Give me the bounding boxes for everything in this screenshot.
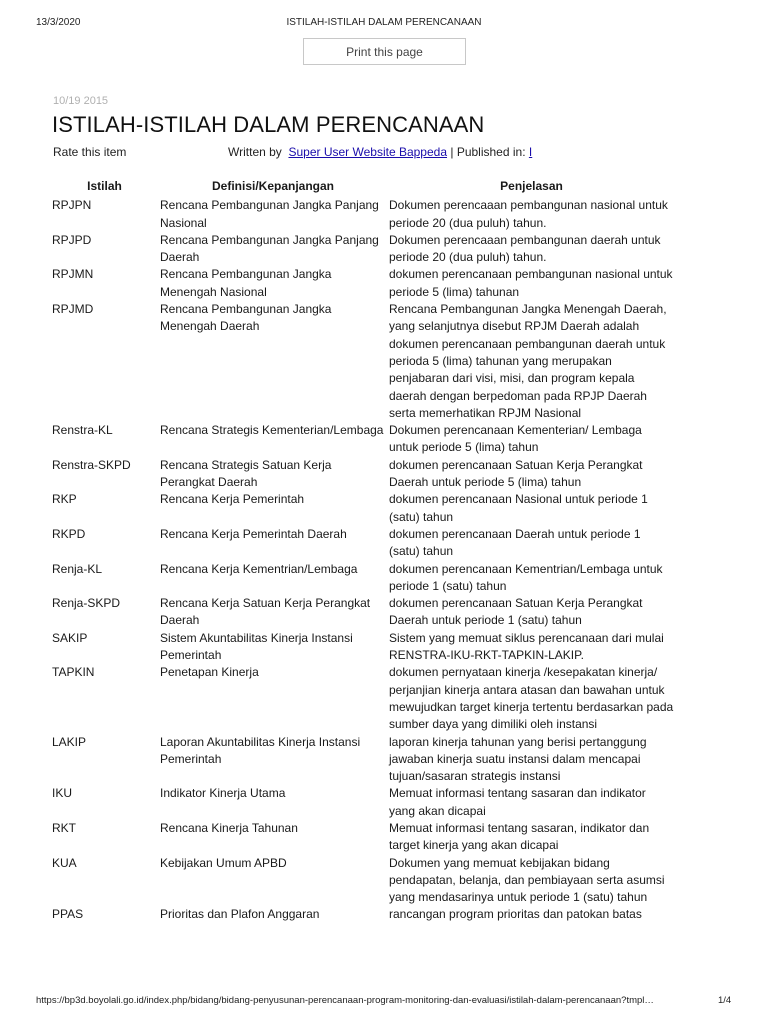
header-definisi: Definisi/Kepanjangan [211,179,335,193]
meta-separator: | [450,145,454,159]
cell-penjelasan: Rencana Pembangunan Jangka Menengah Daerah, yang selanjutnya disebut RPJM Daerah adalah dokumen perencanaan pembangunan daerah untuk perioda 5 (lima) tahunan yang merupakan penjabaran dari visi, misi, dan program kepala daerah dengan berpedoman pada RPJP Daerah serta memerhatikan RPJM Nasional [389,302,667,420]
cell-penjelasan: Dokumen perencaaan pembangunan nasional untuk periode 20 (dua puluh) tahun. [389,198,668,230]
cell-definisi: Kebijakan Umum APBD [160,855,287,870]
cell-istilah: LAKIP [52,734,87,749]
print-header-date: 13/3/2020 [36,17,81,28]
cell-definisi: Rencana Pembangunan Jangka Menengah Nasional [160,267,332,299]
cell-penjelasan: dokumen perencanaan pembangunan nasional untuk periode 5 (lima) tahunan [389,267,673,299]
table-row [49,734,674,786]
cell-definisi: Prioritas dan Plafon Anggaran [160,907,320,922]
header-istilah: Istilah [87,179,122,193]
rate-item-label: Rate this item [53,145,127,159]
cell-penjelasan: dokumen perencanaan Kementrian/Lembaga untuk periode 1 (satu) tahun [389,561,663,593]
cell-penjelasan: dokumen perencanaan Satuan Kerja Perangkat Daerah untuk periode 1 (satu) tahun [389,596,643,628]
cell-definisi: Penetapan Kinerja [160,665,259,680]
table-row [49,457,674,492]
table-body [49,197,674,923]
cell-penjelasan: laporan kinerja tahunan yang berisi pertanggung jawaban kinerja suatu instansi dalam mencapai tujuan/sasaran strategis instansi [389,734,647,784]
cell-istilah: SAKIP [52,630,88,645]
table-row [49,491,674,526]
cell-definisi: Laporan Akuntabilitas Kinerja Instansi Pemerintah [160,734,361,766]
cell-definisi: Sistem Akuntabilitas Kinerja Instansi Pemerintah [160,630,353,663]
table-row [49,595,674,630]
cell-penjelasan: Dokumen perencaaan pembangunan daerah untuk periode 20 (dua puluh) tahun. [389,232,661,265]
cell-penjelasan: Memuat informasi tentang sasaran dan indikator yang akan dicapai [389,786,646,818]
table-row [49,630,674,665]
cell-penjelasan: dokumen perencanaan Nasional untuk periode 1 (satu) tahun [389,492,648,524]
cell-istilah: RPJMD [52,302,94,317]
cell-istilah: Renja-KL [52,561,103,576]
table-row [49,301,674,422]
cell-definisi: Rencana Strategis Satuan Kerja Perangkat Daerah [160,457,332,490]
article-date: 10/19 2015 [53,95,109,107]
category-link[interactable]: I [528,145,533,159]
print-footer-url: https://bp3d.boyolali.go.id/index.php/bidang/bidang-penyusunan-perencanaan-program-monitoring-dan-evaluasi/istilah-dalam-perencanaan?tmpl… [36,995,654,1006]
table-row [49,197,674,232]
cell-definisi: Rencana Pembangunan Jangka Menengah Daerah [160,302,332,334]
table-row [49,266,674,301]
cell-penjelasan: Sistem yang memuat siklus perencanaan dari mulai RENSTRA-IKU-RKT-TAPKIN-LAKIP. [389,630,664,663]
cell-istilah: IKU [52,786,73,801]
cell-penjelasan: Dokumen yang memuat kebijakan bidang pendapatan, belanja, dan pembiayaan serta asumsi yang mendasarinya untuk periode 1 (satu) tahun [389,855,665,905]
cell-definisi: Rencana Kerja Kementrian/Lembaga [160,561,358,576]
table-row [49,855,674,907]
cell-definisi: Rencana Kinerja Tahunan [160,820,298,835]
cell-istilah: RPJMN [52,267,94,282]
cell-penjelasan: Dokumen perencanaan Kementerian/ Lembaga untuk periode 5 (lima) tahun [389,423,642,455]
cell-penjelasan: rancangan program prioritas dan patokan batas [389,907,642,922]
written-by-label: Written by [228,145,282,159]
author-info [228,145,532,159]
cell-istilah: KUA [52,855,77,870]
cell-definisi: Rencana Kerja Pemerintah Daerah [160,526,347,541]
cell-istilah: RKPD [52,526,86,541]
cell-definisi: Rencana Pembangunan Jangka Panjang Nasional [160,198,379,230]
cell-istilah: RPJPN [52,198,92,213]
cell-definisi: Rencana Pembangunan Jangka Panjang Daerah [160,232,379,265]
cell-penjelasan: dokumen perencanaan Satuan Kerja Perangkat Daerah untuk periode 5 (lima) tahun [389,457,643,490]
print-page-button[interactable]: Print this page [303,38,466,65]
cell-definisi: Rencana Strategis Kementerian/Lembaga [160,423,384,438]
cell-istilah: RPJPD [52,232,92,247]
cell-istilah: TAPKIN [52,665,95,680]
cell-istilah: PPAS [52,907,84,922]
print-footer-page-number: 1/4 [718,995,732,1006]
table-header-row [49,176,674,197]
cell-istilah: Renstra-SKPD [52,457,131,472]
cell-istilah: Renstra-KL [52,423,113,438]
table-row [49,785,674,820]
table-row [49,422,674,457]
table-row [49,232,674,267]
cell-definisi: Rencana Kerja Satuan Kerja Perangkat Daerah [160,596,371,628]
cell-penjelasan: Memuat informasi tentang sasaran, indikator dan target kinerja yang akan dicapai [389,820,650,853]
table-row [49,561,674,596]
article-meta [53,145,733,161]
author-link[interactable]: Super User Website Bappeda [288,145,448,159]
cell-penjelasan: dokumen perencanaan Daerah untuk periode 1 (satu) tahun [389,526,641,559]
published-in-label: Published in: [456,145,526,159]
cell-istilah: RKT [52,820,76,835]
table-row [49,526,674,561]
cell-istilah: Renja-SKPD [52,596,121,611]
cell-istilah: RKP [52,492,77,507]
terms-table [49,176,674,924]
cell-penjelasan: dokumen pernyataan kinerja /kesepakatan kinerja/ perjanjian kinerja antara atasan dan bawahan untuk mewujudkan target kinerja tertentu berdasarkan pada sumber daya yang dimiliki oleh instansi [389,665,674,732]
table-row [49,664,674,733]
cell-definisi: Indikator Kinerja Utama [160,786,286,801]
print-header-title: ISTILAH-ISTILAH DALAM PERENCANAAN [286,17,482,28]
header-penjelasan: Penjelasan [500,179,563,193]
table-row [49,820,674,855]
table-row [49,906,674,923]
cell-definisi: Rencana Kerja Pemerintah [160,492,305,507]
article-title: ISTILAH-ISTILAH DALAM PERENCANAAN [52,112,485,137]
